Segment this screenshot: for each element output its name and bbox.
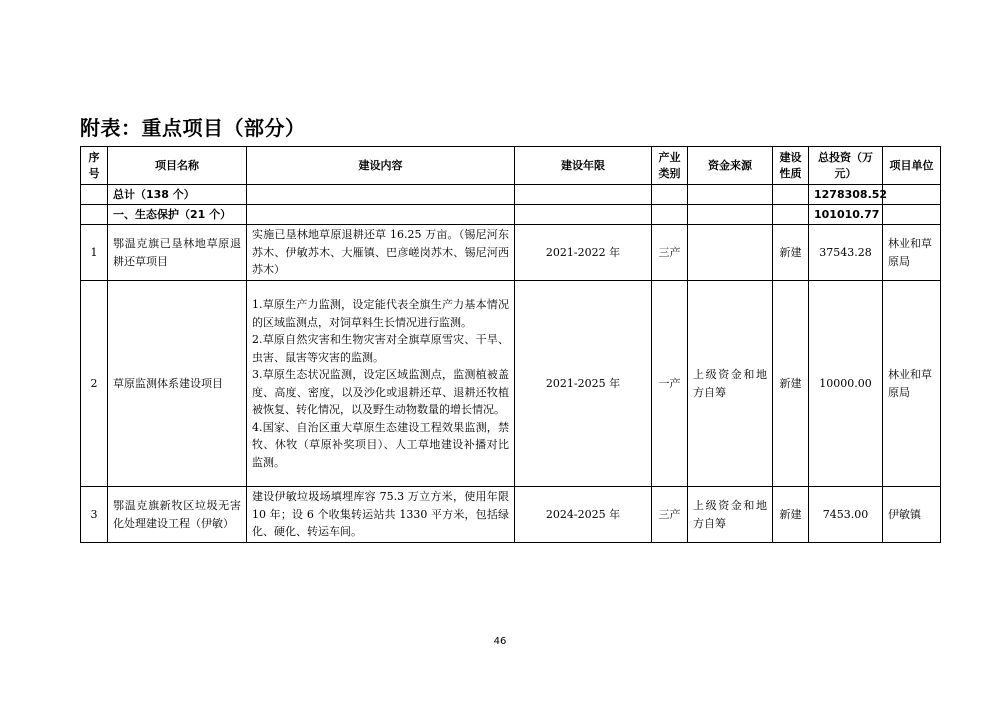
row-nature: 新建	[773, 281, 809, 487]
total-investment: 1278308.52	[809, 185, 883, 205]
row-content	[247, 281, 515, 487]
row-industry: 一产	[652, 281, 688, 487]
total-row	[81, 185, 941, 205]
row-funding: 上级资金和地方自筹	[688, 281, 773, 487]
key-projects-table	[80, 146, 941, 543]
header-unit: 项目单位	[883, 147, 941, 185]
page-number: 46	[493, 636, 507, 647]
row-investment: 7453.00	[809, 487, 883, 543]
row-unit: 林业和草原局	[883, 281, 941, 487]
content-line: 4.国家、自治区重大草原生态建设工程效果监测，禁牧、休牧（草原补奖项目）、人工草地建设补播对比监测。	[252, 420, 509, 469]
row-funding	[688, 225, 773, 281]
row-no: 3	[81, 487, 108, 543]
row-industry: 三产	[652, 225, 688, 281]
row-period: 2021-2025 年	[515, 281, 652, 487]
row-period: 2021-2022 年	[515, 225, 652, 281]
row-no: 2	[81, 281, 108, 487]
content-line: 3.草原生态状况监测，设定区域监测点，监测植被盖度、高度、密度，以及沙化或退耕还草、退耕还牧植被恢复、转化情况，以及野生动物数量的增长情况。	[252, 368, 509, 416]
row-content: 实施已垦林地草原退耕还草 16.25 万亩。（锡尼河东苏木、伊敏苏木、大雁镇、巴彦嵯岗苏木、锡尼河西苏木）	[247, 225, 515, 281]
header-nature: 建设性质	[773, 147, 809, 185]
row-unit: 林业和草原局	[883, 225, 941, 281]
row-name: 草原监测体系建设项目	[108, 281, 247, 487]
header-no: 序号	[81, 147, 108, 185]
content-line: 2.草原自然灾害和生物灾害对全旗草原雪灾、干旱、虫害、鼠害等灾害的监测。	[252, 333, 509, 364]
row-no: 1	[81, 225, 108, 281]
table-row	[81, 281, 941, 487]
table-row	[81, 487, 941, 543]
section-investment: 101010.77	[809, 205, 883, 225]
section-row	[81, 205, 941, 225]
header-period: 建设年限	[515, 147, 652, 185]
row-period: 2024-2025 年	[515, 487, 652, 543]
section-label: 一、生态保护（21 个）	[108, 205, 247, 225]
row-nature: 新建	[773, 487, 809, 543]
row-investment: 37543.28	[809, 225, 883, 281]
total-label: 总计（138 个）	[108, 185, 247, 205]
header-industry: 产业类别	[652, 147, 688, 185]
row-investment: 10000.00	[809, 281, 883, 487]
row-industry: 三产	[652, 487, 688, 543]
row-funding: 上级资金和地方自筹	[688, 487, 773, 543]
row-name: 鄂温克旗已垦林地草原退耕还草项目	[108, 225, 247, 281]
header-funding: 资金来源	[688, 147, 773, 185]
header-content: 建设内容	[247, 147, 515, 185]
row-name: 鄂温克旗新牧区垃圾无害化处理建设工程（伊敏）	[108, 487, 247, 543]
table-row	[81, 225, 941, 281]
row-unit: 伊敏镇	[883, 487, 941, 543]
page-title: 附表：重点项目（部分）	[80, 116, 306, 140]
table-header-row	[81, 147, 941, 185]
header-investment: 总投资（万元）	[809, 147, 883, 185]
content-line: 1.草原生产力监测，设定能代表全旗生产力基本情况的区域监测点，对饲草料生长情况进行监测。	[252, 298, 509, 329]
row-nature: 新建	[773, 225, 809, 281]
row-content: 建设伊敏垃圾场填埋库容 75.3 万立方米，使用年限 10 年；设 6 个收集转运站共 1330 平方米，包括绿化、硬化、转运车间。	[247, 487, 515, 543]
header-name: 项目名称	[108, 147, 247, 185]
